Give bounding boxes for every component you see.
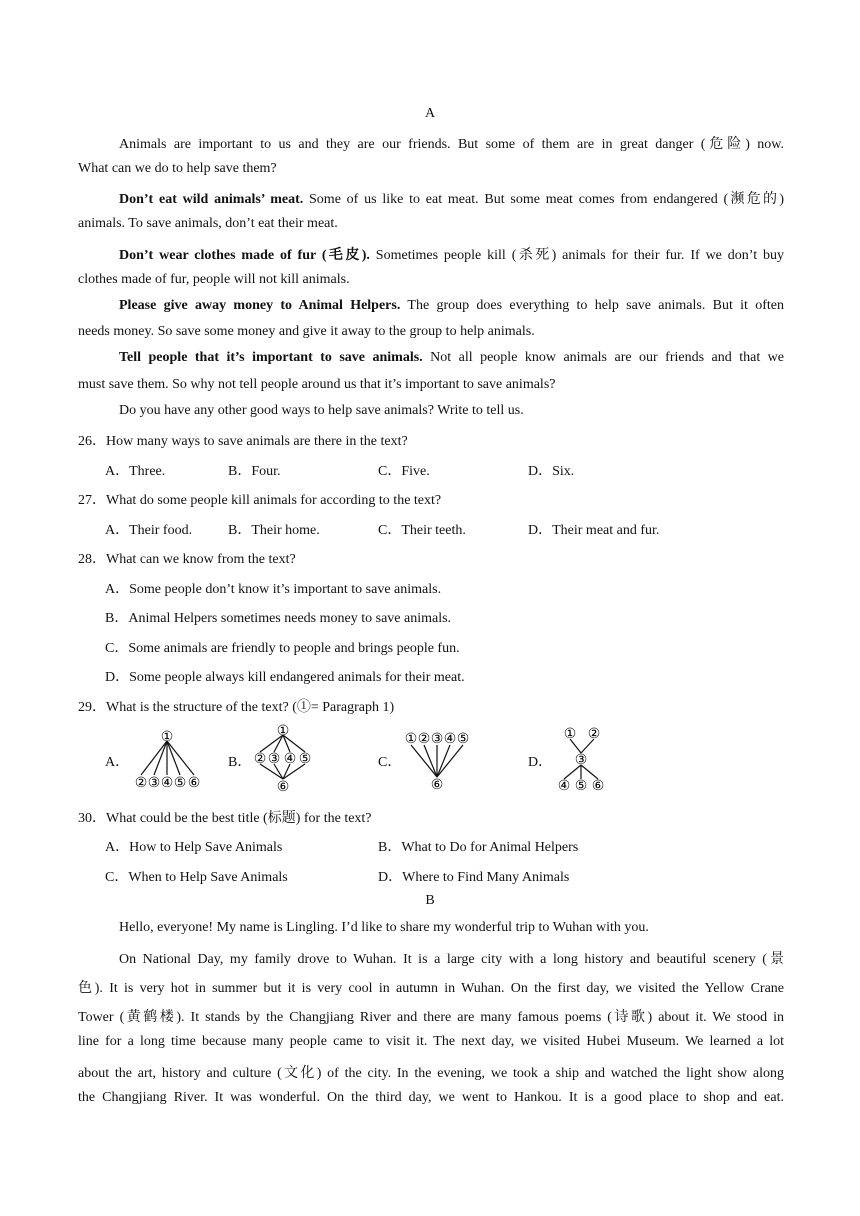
q28-option-a[interactable]: A．Some people don’t know it’s important to save animals. (105, 582, 442, 597)
q28-option-d[interactable]: D．Some people always kill endangered animals for their meat. (105, 670, 465, 685)
diagram-d-node-6: ⑥ (591, 779, 605, 794)
para6: Do you have any other good ways to help save animals? Write to tell us. (119, 403, 524, 418)
para3-line1 (119, 244, 784, 264)
diagram-b-node-3: ③ (267, 752, 281, 767)
para1-line1: Animals are important to us and they are our friends. But some of them are in great danger (危险) now. (119, 137, 784, 152)
diagram-d-node-1: ① (563, 727, 577, 742)
para5-bold: Tell people that it’s important to save animals. (119, 350, 423, 365)
q27-option-b[interactable]: B．Their home. (228, 523, 320, 538)
structure-diagram-b[interactable] (250, 721, 316, 795)
para3-bold: Don’t wear clothes made of fur (毛皮). (119, 248, 370, 263)
q29-option-c[interactable]: C． (378, 755, 402, 770)
q26-option-d[interactable]: D．Six. (528, 464, 575, 479)
q30-option-c[interactable]: C．When to Help Save Animals (105, 870, 288, 885)
para3-rest: Sometimes people kill (杀死) animals for their fur. If we don’t buy (369, 248, 784, 263)
diagram-b-node-2: ② (253, 752, 267, 767)
diagram-d-node-2: ② (587, 727, 601, 742)
para2-rest: Some of us like to eat meat. But some meat comes from endangered (濒危的) (303, 192, 784, 207)
b-para1: Hello, everyone! My name is Lingling. I’d like to share my wonderful trip to Wuhan with you. (119, 920, 649, 935)
para2-line2: animals. To save animals, don’t eat their meat. (78, 216, 338, 231)
diagram-d-node-4: ④ (557, 779, 571, 794)
structure-diagram-c[interactable] (402, 727, 472, 791)
q30-option-b[interactable]: B．What to Do for Animal Helpers (378, 840, 579, 855)
b-para2-line4: line for a long time because many people came to visit it. The next day, we visited Hubei Museum. We learned a lot (78, 1034, 784, 1049)
diagram-a-node-1: ① (160, 730, 174, 745)
q28-option-b[interactable]: B．Animal Helpers sometimes needs money to save animals. (105, 611, 452, 626)
section-b-heading: B (425, 893, 435, 908)
q26-option-c[interactable]: C．Five. (378, 464, 430, 479)
q28-option-c[interactable]: C．Some animals are friendly to people and brings people fun. (105, 641, 460, 656)
question-26: 26．How many ways to save animals are there in the text? (78, 434, 408, 449)
para2-bold: Don’t eat wild animals’ meat. (119, 192, 304, 207)
q29-option-b[interactable]: B． (228, 755, 252, 770)
diagram-c-node-3: ③ (430, 732, 444, 747)
diagram-b-node-6: ⑥ (276, 780, 290, 795)
b-para2-line5: about the art, history and culture (文化) of the city. In the evening, we took a ship and watched the light show along (78, 1066, 784, 1081)
structure-diagram-d[interactable] (552, 724, 614, 794)
q26-option-a[interactable]: A．Three. (105, 464, 166, 479)
para4-line1 (119, 298, 784, 314)
structure-diagram-a[interactable] (128, 727, 208, 791)
diagram-a-node-2: ② (134, 776, 148, 791)
diagram-c-node-2: ② (417, 732, 431, 747)
para5-rest: Not all people know animals are our friends and that we (422, 350, 785, 365)
para3-line2: clothes made of fur, people will not kill animals. (78, 272, 350, 287)
diagram-d-node-3: ③ (574, 753, 588, 768)
b-para2-line6: the Changjiang River. It was wonderful. On the third day, we went to Hankou. It is a good place to shop and eat. (78, 1090, 784, 1105)
diagram-c-node-4: ④ (443, 732, 457, 747)
q29-option-d[interactable]: D． (528, 755, 553, 770)
q26-option-b[interactable]: B．Four. (228, 464, 281, 479)
question-29: 29．What is the structure of the text? (①= Paragraph 1) (78, 700, 395, 715)
diagram-b-node-5: ⑤ (298, 752, 312, 767)
q29-option-a[interactable]: A． (105, 755, 130, 770)
para4-rest: The group does everything to help save animals. But it often (400, 298, 784, 313)
diagram-c-node-6: ⑥ (430, 778, 444, 791)
question-27: 27．What do some people kill animals for according to the text? (78, 493, 442, 508)
diagram-c-node-5: ⑤ (456, 732, 470, 747)
diagram-d-node-5: ⑤ (574, 779, 588, 794)
section-a-heading: A (424, 106, 436, 121)
para4-bold: Please give away money to Animal Helpers. (119, 298, 401, 313)
q30-option-a[interactable]: A．How to Help Save Animals (105, 840, 283, 855)
question-30: 30．What could be the best title (标题) for the text? (78, 811, 372, 826)
diagram-a-node-4: ④ (160, 776, 174, 791)
para4-line2: needs money. So save some money and give it away to the group to help animals. (78, 324, 535, 339)
q27-option-c[interactable]: C．Their teeth. (378, 523, 466, 538)
b-para2-line1: On National Day, my family drove to Wuhan. It is a large city with a long history and beautiful scenery (景 (119, 952, 784, 967)
b-para2-line2: 色). It is very hot in summer but it is very cool in autumn in Wuhan. On the first day, we visited the Yellow Crane (78, 981, 784, 996)
para5-line2: must save them. So why not tell people around us that it’s important to save animals? (78, 377, 556, 392)
question-28: 28．What can we know from the text? (78, 552, 296, 567)
para1-line2: What can we do to help save them? (78, 161, 277, 176)
q30-option-d[interactable]: D．Where to Find Many Animals (378, 870, 570, 885)
diagram-a-node-5: ⑤ (173, 776, 187, 791)
diagram-a-node-3: ③ (147, 776, 161, 791)
b-para2-line3: Tower (黄鹤楼). It stands by the Changjiang River and there are many famous poems (诗歌) about it. We stood in (78, 1010, 784, 1025)
para5-line1 (119, 350, 784, 366)
diagram-b-node-1: ① (276, 724, 290, 739)
para2-line1 (119, 188, 784, 208)
q27-option-a[interactable]: A．Their food. (105, 523, 193, 538)
diagram-c-node-1: ① (404, 732, 418, 747)
q27-option-d[interactable]: D．Their meat and fur. (528, 523, 660, 538)
diagram-b-node-4: ④ (283, 752, 297, 767)
diagram-a-node-6: ⑥ (187, 776, 201, 791)
